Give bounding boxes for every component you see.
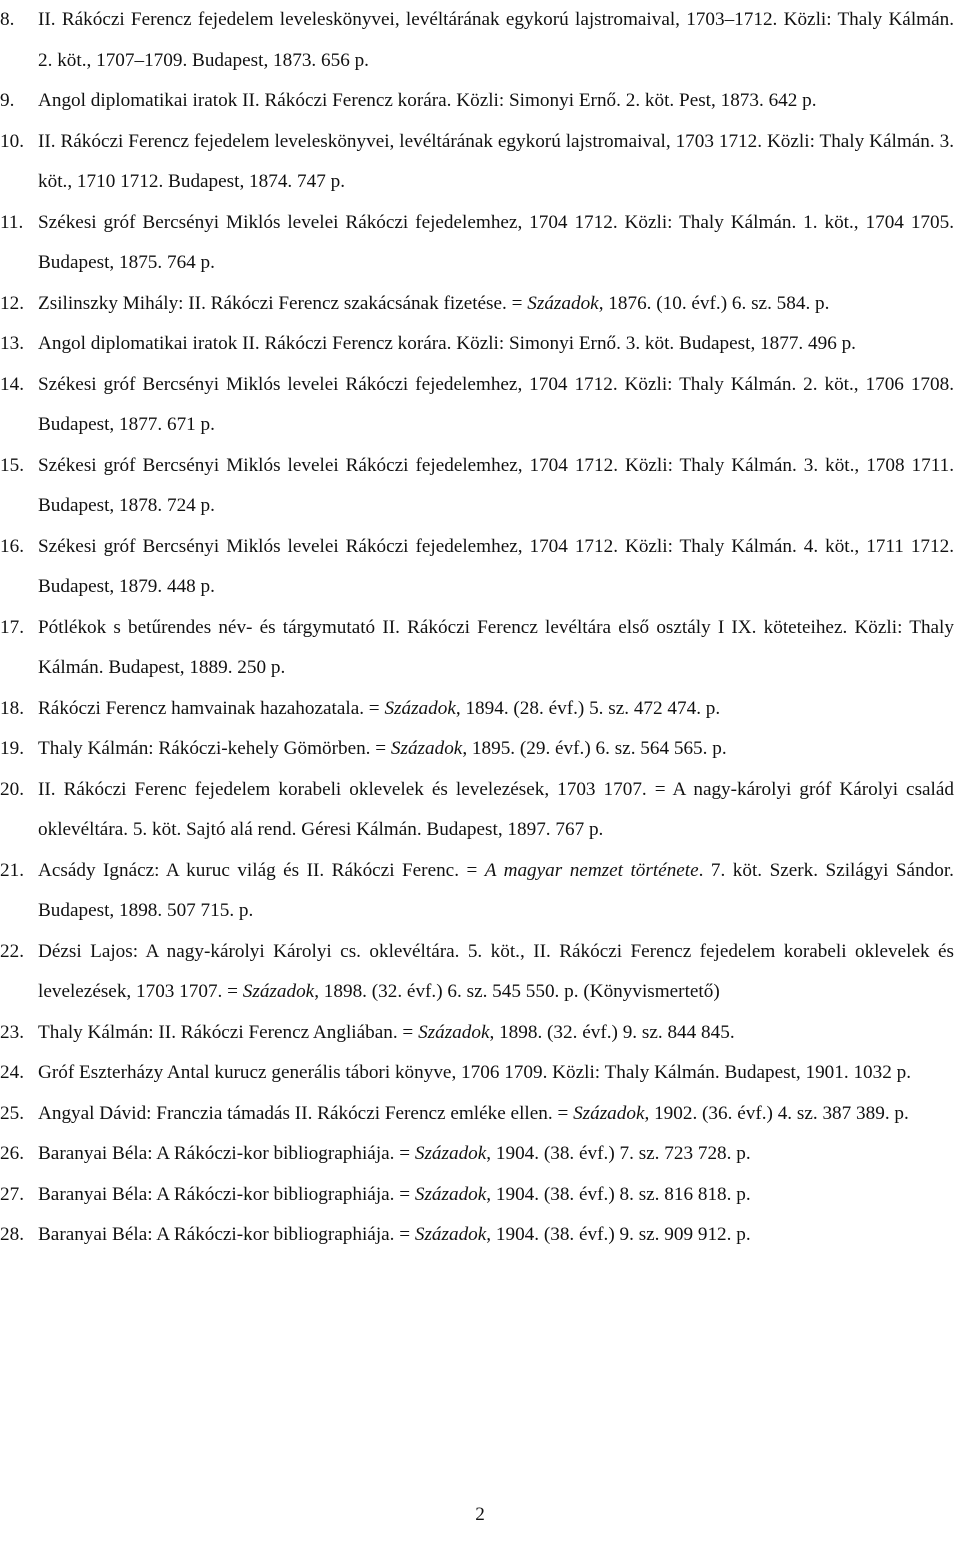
entry-text <box>38 284 954 325</box>
journal-title: Századok <box>414 1143 487 1164</box>
entry-number: 27. <box>0 1183 24 1205</box>
entry-text <box>38 1094 954 1135</box>
entry-text <box>38 932 954 1013</box>
entry-text-segment: Baranyai Béla: A Rákóczi-kor bibliographiája. = <box>38 1183 415 1205</box>
entry-text-segment: , 1894. (28. évf.) 5. sz. 472 474. p. <box>455 697 721 719</box>
entry-text <box>38 770 954 851</box>
entry-text <box>38 324 954 365</box>
entry-number: 25. <box>0 1102 24 1124</box>
entry-text <box>38 608 954 689</box>
bibliography-entry <box>0 81 960 122</box>
bibliography-entry <box>0 770 960 851</box>
bibliography-entry <box>0 324 960 365</box>
entry-number: 14. <box>0 373 24 395</box>
bibliography-entry <box>0 203 960 284</box>
entry-text-segment: , 1898. (32. évf.) 6. sz. 545 550. p. (Könyvismertető) <box>314 981 720 1002</box>
entry-text-segment: , 1904. (38. évf.) 7. sz. 723 728. p. <box>486 1143 751 1164</box>
bibliography-entry <box>0 729 960 770</box>
entry-text-segment: . 7. köt. Szerk. Szilágyi Sándor. Budapest, 1898. 507 715. p. <box>38 859 954 921</box>
entry-text-segment: II. Rákóczi Ferenc fejedelem korabeli oklevelek és levelezések, 1703 1707. = A nagy-károlyi gróf Károlyi család oklevéltára. 5. köt. Sajtó alá rend. Géresi Kálmán. Budapest, 1897. 767 p. <box>38 778 954 840</box>
entry-number: 22. <box>0 940 24 962</box>
journal-title: Századok <box>414 1183 487 1205</box>
entry-text <box>38 203 954 284</box>
entry-text <box>38 1175 954 1216</box>
entry-text-segment: , 1898. (32. évf.) 9. sz. 844 845. <box>489 1021 735 1043</box>
journal-title: Századok <box>390 738 463 759</box>
entry-text-segment: II. Rákóczi Ferencz fejedelem leveleskönyvei, levéltárának egykorú lajstromaival, 1703 1712. Közli: Thaly Kálmán. 3. köt., 1710 1712. Budapest, 1874. 747 p. <box>38 130 954 192</box>
bibliography-entry <box>0 1013 960 1054</box>
entry-text-segment: Dézsi Lajos: A nagy-károlyi Károlyi cs. oklevéltára. 5. köt., II. Rákóczi Ferencz fejedelem korabeli oklevelek és levelezések, 1703 1707. = <box>38 940 954 1002</box>
entry-text <box>38 1013 954 1054</box>
entry-number: 10. <box>0 130 24 152</box>
entry-text-segment: Székesi gróf Bercsényi Miklós levelei Rákóczi fejedelemhez, 1704 1712. Közli: Thaly Kálmán. 4. köt., 1711 1712. Budapest, 1879. 448 p. <box>38 535 954 597</box>
entry-text <box>38 1134 954 1175</box>
entry-number: 18. <box>0 697 24 719</box>
bibliography-entry <box>0 1175 960 1216</box>
bibliography-entry <box>0 932 960 1013</box>
journal-title: Századok <box>242 981 315 1002</box>
entry-text <box>38 729 954 770</box>
entry-text-segment: Acsády Ignácz: A kuruc világ és II. Rákóczi Ferenc. = <box>38 859 485 881</box>
bibliography-entry <box>0 284 960 325</box>
entry-number: 15. <box>0 454 24 476</box>
bibliography-entry <box>0 1215 960 1256</box>
entry-text <box>38 122 954 203</box>
entry-number: 20. <box>0 778 24 800</box>
entry-number: 26. <box>0 1143 24 1164</box>
entry-text-segment: Pótlékok s betűrendes név- és tárgymutató II. Rákóczi Ferencz levéltára első osztály I IX. köteteihez. Közli: Thaly Kálmán. Budapest, 1889. 250 p. <box>38 616 954 678</box>
entry-text <box>38 81 954 122</box>
entry-number: 8. <box>0 9 15 30</box>
bibliography-entry <box>0 1094 960 1135</box>
bibliography-entry <box>0 0 960 81</box>
journal-title: Századok <box>527 292 599 314</box>
entry-text-segment: Angyal Dávid: Franczia támadás II. Rákóczi Ferencz emléke ellen. = <box>38 1102 574 1124</box>
entry-text-segment: Rákóczi Ferencz hamvainak hazahozatala. = <box>38 697 385 719</box>
entry-text-segment: , 1876. (10. évf.) 6. sz. 584. p. <box>598 292 830 314</box>
bibliography-entry <box>0 527 960 608</box>
entry-text <box>38 365 954 446</box>
bibliography-entry <box>0 851 960 932</box>
journal-title: A magyar nemzet története <box>484 859 699 881</box>
entry-number: 28. <box>0 1224 24 1245</box>
entry-number: 11. <box>0 211 24 233</box>
entry-text-segment: Gróf Eszterházy Antal kurucz generális tábori könyve, 1706 1709. Közli: Thaly Kálmán. Budapest, 1901. 1032 p. <box>38 1062 912 1083</box>
entry-number: 9. <box>0 90 15 111</box>
entry-number: 12. <box>0 292 24 314</box>
entry-number: 16. <box>0 535 24 557</box>
entry-text <box>38 1215 954 1256</box>
entry-text-segment: Baranyai Béla: A Rákóczi-kor bibliographiája. = <box>38 1224 415 1245</box>
entry-text-segment: , 1902. (36. évf.) 4. sz. 387 389. p. <box>644 1102 909 1124</box>
entry-text-segment: Zsilinszky Mihály: II. Rákóczi Ferencz szakácsának fizetése. = <box>38 292 528 314</box>
journal-title: Századok <box>418 1021 490 1043</box>
entry-text-segment: Székesi gróf Bercsényi Miklós levelei Rákóczi fejedelemhez, 1704 1712. Közli: Thaly Kálmán. 3. köt., 1708 1711. Budapest, 1878. 724 p. <box>38 454 954 516</box>
entry-text-segment: Baranyai Béla: A Rákóczi-kor bibliographiája. = <box>38 1143 415 1164</box>
bibliography-entry <box>0 446 960 527</box>
entry-text-segment: Angol diplomatikai iratok II. Rákóczi Ferencz korára. Közli: Simonyi Ernő. 3. köt. Budapest, 1877. 496 p. <box>38 333 856 354</box>
bibliography-entry <box>0 1134 960 1175</box>
page-number: 2 <box>475 1504 485 1525</box>
entry-text-segment: Angol diplomatikai iratok II. Rákóczi Ferencz korára. Közli: Simonyi Ernő. 2. köt. Pest, 1873. 642 p. <box>38 90 817 111</box>
bibliography-entry <box>0 122 960 203</box>
entry-text-segment: II. Rákóczi Ferencz fejedelem leveleskönyvei, levéltárának egykorú lajstromaival, 1703–1712. Közli: Thaly Kálmán. 2. köt., 1707–1709. Budapest, 1873. 656 p. <box>38 9 954 71</box>
entry-number: 19. <box>0 738 24 759</box>
entry-text <box>38 446 954 527</box>
entry-text <box>38 1053 954 1094</box>
bibliography-entry <box>0 689 960 730</box>
entry-text <box>38 689 954 730</box>
entry-text-segment: Thaly Kálmán: Rákóczi-kehely Gömörben. = <box>38 738 391 759</box>
entry-text-segment: , 1904. (38. évf.) 9. sz. 909 912. p. <box>486 1224 751 1245</box>
entry-number: 13. <box>0 333 24 354</box>
journal-title: Századok <box>573 1102 645 1124</box>
entry-text-segment: Székesi gróf Bercsényi Miklós levelei Rákóczi fejedelemhez, 1704 1712. Közli: Thaly Kálmán. 2. köt., 1706 1708. Budapest, 1877. 671 p. <box>38 373 954 435</box>
entry-text-segment: , 1904. (38. évf.) 8. sz. 816 818. p. <box>486 1183 751 1205</box>
journal-title: Századok <box>384 697 456 719</box>
entry-text-segment: , 1895. (29. évf.) 6. sz. 564 565. p. <box>462 738 727 759</box>
entry-text <box>38 851 954 932</box>
bibliography-entry <box>0 365 960 446</box>
entry-number: 24. <box>0 1062 24 1083</box>
entry-number: 21. <box>0 859 24 881</box>
entry-text <box>38 527 954 608</box>
bibliography-entry <box>0 1053 960 1094</box>
entry-number: 23. <box>0 1021 24 1043</box>
bibliography-entry <box>0 608 960 689</box>
entry-text-segment: Thaly Kálmán: II. Rákóczi Ferencz Angliában. = <box>38 1021 419 1043</box>
journal-title: Századok <box>414 1224 487 1245</box>
entry-text-segment: Székesi gróf Bercsényi Miklós levelei Rákóczi fejedelemhez, 1704 1712. Közli: Thaly Kálmán. 1. köt., 1704 1705. Budapest, 1875. 764 p. <box>38 211 954 273</box>
entry-number: 17. <box>0 616 24 638</box>
entry-text <box>38 0 954 81</box>
